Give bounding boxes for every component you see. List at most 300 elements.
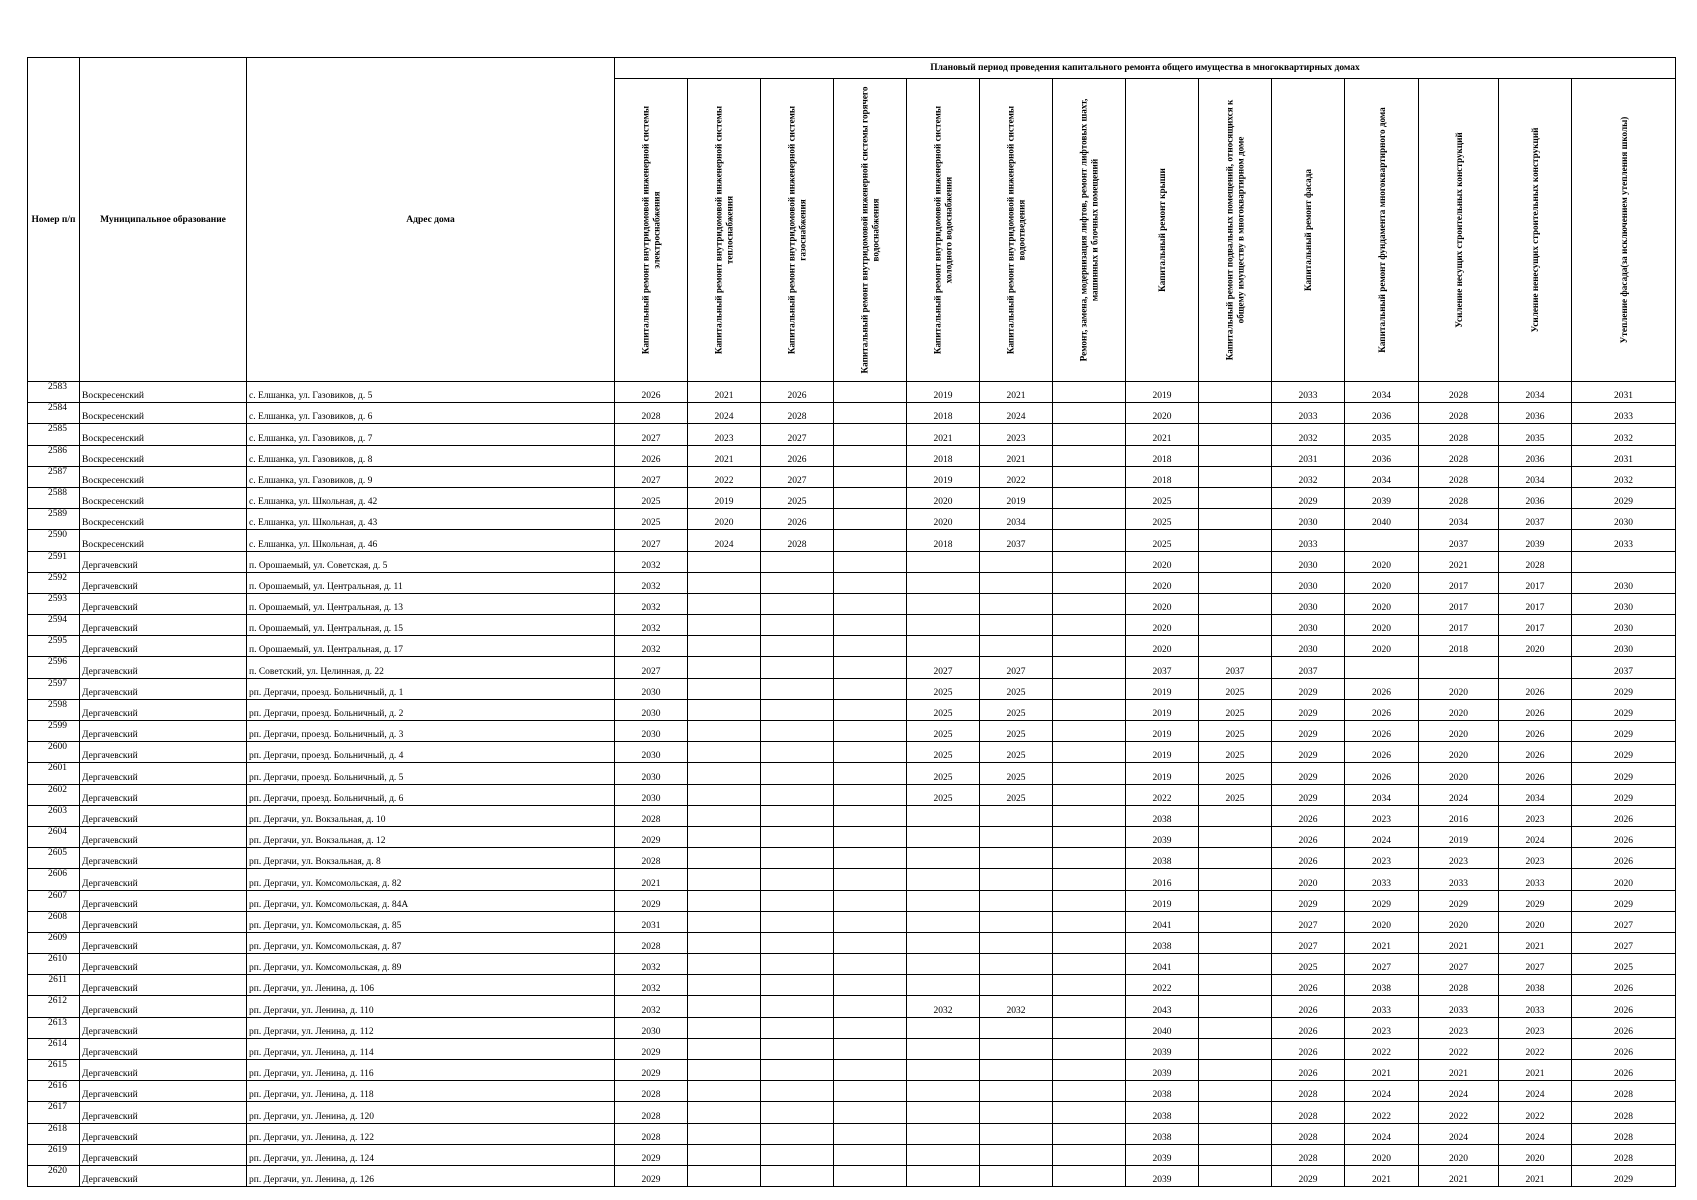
year-cell xyxy=(834,996,907,1017)
year-cell: 2025 xyxy=(1572,954,1676,975)
year-cell: 2020 xyxy=(1419,1144,1499,1165)
year-cell: 2021 xyxy=(980,445,1053,466)
year-cell: 2018 xyxy=(907,445,980,466)
year-cell: 2038 xyxy=(1345,975,1419,996)
row-number-cell: 2597 xyxy=(28,678,80,699)
year-cell xyxy=(688,1081,761,1102)
year-cell: 2020 xyxy=(1126,593,1199,614)
year-cell: 2026 xyxy=(1345,678,1419,699)
year-cell: 2027 xyxy=(1419,954,1499,975)
year-cell: 2020 xyxy=(1126,551,1199,572)
year-cell: 2038 xyxy=(1126,848,1199,869)
year-cell xyxy=(834,1017,907,1038)
year-cell: 2029 xyxy=(1572,1165,1676,1186)
address-cell: рп. Дергачи, ул. Комсомольская, д. 85 xyxy=(247,911,615,932)
year-cell xyxy=(688,678,761,699)
header-work-type-label: Капитальный ремонт фасада xyxy=(1302,169,1313,291)
year-cell: 2029 xyxy=(1272,678,1345,699)
year-cell: 2020 xyxy=(1345,636,1419,657)
row-number-cell: 2601 xyxy=(28,763,80,784)
year-cell: 2029 xyxy=(1572,699,1676,720)
table-row xyxy=(28,763,1676,784)
header-municipality: Муниципальное образование xyxy=(80,58,247,382)
year-cell: 2026 xyxy=(1272,996,1345,1017)
table-row xyxy=(28,382,1676,403)
year-cell: 2028 xyxy=(1419,975,1499,996)
year-cell: 2025 xyxy=(980,742,1053,763)
header-work-type-label: Капитальный ремонт фундамента многоквартирного дома xyxy=(1376,107,1387,353)
year-cell: 2034 xyxy=(1499,466,1572,487)
year-cell: 2039 xyxy=(1126,1060,1199,1081)
address-cell: п. Советский, ул. Целинная, д. 22 xyxy=(247,657,615,678)
year-cell: 2033 xyxy=(1499,869,1572,890)
year-cell: 2017 xyxy=(1419,615,1499,636)
year-cell xyxy=(1053,424,1126,445)
address-cell: п. Орошаемый, ул. Центральная, д. 13 xyxy=(247,593,615,614)
year-cell: 2026 xyxy=(1572,826,1676,847)
year-cell xyxy=(980,826,1053,847)
year-cell: 2025 xyxy=(1199,699,1272,720)
year-cell: 2020 xyxy=(1126,615,1199,636)
municipality-cell: Дергачевский xyxy=(80,954,247,975)
year-cell: 2021 xyxy=(1499,932,1572,953)
year-cell: 2022 xyxy=(1126,784,1199,805)
year-cell: 2029 xyxy=(1272,742,1345,763)
year-cell xyxy=(761,1060,834,1081)
header-work-type-label: Ремонт, замена, модернизация лифтов, ремонт лифтовых шахт, машинных и блочных помещений xyxy=(1078,98,1099,362)
address-cell: рп. Дергачи, ул. Ленина, д. 126 xyxy=(247,1165,615,1186)
year-cell xyxy=(688,742,761,763)
year-cell: 2029 xyxy=(615,1060,688,1081)
year-cell: 2027 xyxy=(1572,932,1676,953)
municipality-cell: Дергачевский xyxy=(80,763,247,784)
year-cell: 2026 xyxy=(1272,1060,1345,1081)
year-cell: 2039 xyxy=(1126,1144,1199,1165)
year-cell: 2020 xyxy=(1126,636,1199,657)
year-cell: 2032 xyxy=(615,636,688,657)
year-cell: 2020 xyxy=(1345,572,1419,593)
year-cell: 2024 xyxy=(1345,826,1419,847)
year-cell: 2019 xyxy=(1126,721,1199,742)
year-cell xyxy=(688,1102,761,1123)
year-cell xyxy=(1572,551,1676,572)
year-cell xyxy=(834,593,907,614)
year-cell xyxy=(1499,657,1572,678)
year-cell: 2026 xyxy=(761,509,834,530)
year-cell: 2020 xyxy=(907,509,980,530)
year-cell xyxy=(834,1102,907,1123)
row-number-cell: 2584 xyxy=(28,403,80,424)
year-cell: 2023 xyxy=(1419,1017,1499,1038)
year-cell: 2021 xyxy=(1419,551,1499,572)
municipality-cell: Воскресенский xyxy=(80,424,247,445)
year-cell: 2026 xyxy=(1345,699,1419,720)
year-cell: 2028 xyxy=(1572,1081,1676,1102)
year-cell: 2032 xyxy=(615,975,688,996)
year-cell xyxy=(907,932,980,953)
year-cell: 2021 xyxy=(688,382,761,403)
address-cell: с. Елшанка, ул. Школьная, д. 43 xyxy=(247,509,615,530)
year-cell xyxy=(1053,975,1126,996)
year-cell: 2037 xyxy=(1499,509,1572,530)
year-cell: 2028 xyxy=(1272,1123,1345,1144)
year-cell: 2026 xyxy=(761,445,834,466)
year-cell: 2032 xyxy=(1272,424,1345,445)
municipality-cell: Воскресенский xyxy=(80,466,247,487)
year-cell xyxy=(1199,1144,1272,1165)
year-cell xyxy=(834,424,907,445)
year-cell xyxy=(761,911,834,932)
year-cell xyxy=(1199,1038,1272,1059)
year-cell: 2030 xyxy=(1572,509,1676,530)
year-cell: 2021 xyxy=(1345,1060,1419,1081)
year-cell: 2025 xyxy=(980,678,1053,699)
year-cell xyxy=(761,1123,834,1144)
table-row xyxy=(28,403,1676,424)
year-cell: 2041 xyxy=(1126,911,1199,932)
municipality-cell: Дергачевский xyxy=(80,1102,247,1123)
year-cell xyxy=(688,699,761,720)
year-cell xyxy=(1053,593,1126,614)
year-cell xyxy=(1199,805,1272,826)
year-cell: 2028 xyxy=(1272,1144,1345,1165)
row-number-cell: 2613 xyxy=(28,1017,80,1038)
year-cell: 2026 xyxy=(1572,975,1676,996)
year-cell: 2028 xyxy=(1572,1123,1676,1144)
year-cell xyxy=(834,615,907,636)
year-cell: 2021 xyxy=(1345,932,1419,953)
year-cell xyxy=(1053,1060,1126,1081)
year-cell xyxy=(1053,699,1126,720)
year-cell xyxy=(761,932,834,953)
table-row xyxy=(28,1144,1676,1165)
municipality-cell: Дергачевский xyxy=(80,572,247,593)
year-cell xyxy=(1199,1060,1272,1081)
year-cell xyxy=(1053,445,1126,466)
municipality-cell: Дергачевский xyxy=(80,911,247,932)
year-cell: 2026 xyxy=(1272,805,1345,826)
year-cell: 2033 xyxy=(1272,403,1345,424)
table-row xyxy=(28,551,1676,572)
table-row xyxy=(28,1060,1676,1081)
year-cell: 2034 xyxy=(1345,382,1419,403)
year-cell: 2039 xyxy=(1126,826,1199,847)
row-number-cell: 2619 xyxy=(28,1144,80,1165)
year-cell xyxy=(1199,848,1272,869)
year-cell: 2027 xyxy=(761,466,834,487)
year-cell: 2025 xyxy=(980,784,1053,805)
year-cell xyxy=(1053,826,1126,847)
year-cell: 2033 xyxy=(1345,996,1419,1017)
year-cell: 2017 xyxy=(1419,572,1499,593)
municipality-cell: Дергачевский xyxy=(80,1038,247,1059)
year-cell: 2031 xyxy=(1272,445,1345,466)
year-cell xyxy=(688,636,761,657)
row-number-cell: 2605 xyxy=(28,848,80,869)
municipality-cell: Дергачевский xyxy=(80,615,247,636)
year-cell: 2038 xyxy=(1126,932,1199,953)
year-cell: 2027 xyxy=(907,657,980,678)
year-cell xyxy=(1199,1081,1272,1102)
year-cell xyxy=(761,1102,834,1123)
year-cell: 2022 xyxy=(1499,1102,1572,1123)
row-number-cell: 2617 xyxy=(28,1102,80,1123)
table-row xyxy=(28,826,1676,847)
row-number-cell: 2586 xyxy=(28,445,80,466)
year-cell: 2018 xyxy=(1126,445,1199,466)
header-work-type xyxy=(1272,79,1345,382)
year-cell: 2037 xyxy=(1126,657,1199,678)
row-number-cell: 2611 xyxy=(28,975,80,996)
year-cell xyxy=(980,848,1053,869)
row-number-cell: 2606 xyxy=(28,869,80,890)
year-cell: 2038 xyxy=(1499,975,1572,996)
year-cell: 2029 xyxy=(1272,890,1345,911)
year-cell: 2020 xyxy=(1345,615,1419,636)
municipality-cell: Дергачевский xyxy=(80,657,247,678)
header-work-type xyxy=(834,79,907,382)
year-cell xyxy=(980,975,1053,996)
header-work-type-label: Капитальный ремонт внутридомовой инженерной системы холодного водоснабжения xyxy=(932,105,953,355)
year-cell xyxy=(980,1165,1053,1186)
header-work-type xyxy=(615,79,688,382)
repair-schedule-table xyxy=(27,57,1676,1187)
year-cell: 2029 xyxy=(1272,721,1345,742)
table-row xyxy=(28,1017,1676,1038)
year-cell: 2021 xyxy=(1419,1060,1499,1081)
year-cell: 2032 xyxy=(615,996,688,1017)
year-cell: 2023 xyxy=(1499,848,1572,869)
year-cell xyxy=(688,1017,761,1038)
year-cell xyxy=(907,572,980,593)
year-cell xyxy=(1199,826,1272,847)
year-cell: 2024 xyxy=(980,403,1053,424)
year-cell: 2022 xyxy=(1126,975,1199,996)
row-number-cell: 2616 xyxy=(28,1081,80,1102)
year-cell xyxy=(688,890,761,911)
year-cell: 2026 xyxy=(1499,678,1572,699)
year-cell: 2028 xyxy=(761,403,834,424)
year-cell xyxy=(834,911,907,932)
year-cell: 2026 xyxy=(1272,1017,1345,1038)
year-cell: 2029 xyxy=(1345,890,1419,911)
table-row xyxy=(28,636,1676,657)
year-cell: 2029 xyxy=(1572,784,1676,805)
address-cell: п. Орошаемый, ул. Центральная, д. 11 xyxy=(247,572,615,593)
address-cell: с. Елшанка, ул. Школьная, д. 46 xyxy=(247,530,615,551)
year-cell: 2030 xyxy=(615,1017,688,1038)
year-cell: 2029 xyxy=(615,1038,688,1059)
year-cell xyxy=(761,890,834,911)
year-cell: 2034 xyxy=(1419,509,1499,530)
year-cell xyxy=(834,678,907,699)
year-cell: 2029 xyxy=(1572,487,1676,508)
year-cell xyxy=(688,826,761,847)
year-cell: 2034 xyxy=(1499,784,1572,805)
year-cell: 2026 xyxy=(1499,699,1572,720)
municipality-cell: Дергачевский xyxy=(80,826,247,847)
year-cell: 2027 xyxy=(615,530,688,551)
year-cell xyxy=(761,657,834,678)
year-cell xyxy=(834,530,907,551)
year-cell xyxy=(980,1081,1053,1102)
table-row xyxy=(28,530,1676,551)
municipality-cell: Дергачевский xyxy=(80,678,247,699)
municipality-cell: Воскресенский xyxy=(80,509,247,530)
year-cell xyxy=(688,763,761,784)
municipality-cell: Дергачевский xyxy=(80,721,247,742)
year-cell: 2023 xyxy=(1499,805,1572,826)
year-cell xyxy=(1199,424,1272,445)
table-row xyxy=(28,424,1676,445)
header-work-type xyxy=(1199,79,1272,382)
address-cell: рп. Дергачи, ул. Комсомольская, д. 89 xyxy=(247,954,615,975)
header-work-type-label: Капитальный ремонт крыши xyxy=(1156,168,1167,292)
table-row xyxy=(28,1081,1676,1102)
row-number-cell: 2598 xyxy=(28,699,80,720)
year-cell xyxy=(761,572,834,593)
table-row xyxy=(28,699,1676,720)
row-number-cell: 2618 xyxy=(28,1123,80,1144)
address-cell: с. Елшанка, ул. Газовиков, д. 7 xyxy=(247,424,615,445)
year-cell: 2024 xyxy=(1345,1123,1419,1144)
year-cell: 2032 xyxy=(615,954,688,975)
year-cell xyxy=(1199,615,1272,636)
year-cell xyxy=(834,1144,907,1165)
year-cell: 2043 xyxy=(1126,996,1199,1017)
header-work-type xyxy=(907,79,980,382)
year-cell: 2019 xyxy=(1126,742,1199,763)
year-cell: 2020 xyxy=(1419,911,1499,932)
year-cell: 2023 xyxy=(1419,848,1499,869)
year-cell xyxy=(834,742,907,763)
year-cell xyxy=(1199,954,1272,975)
header-work-type-label: Утепление фасада(за исключением утепления школы) xyxy=(1618,116,1629,344)
year-cell xyxy=(688,1123,761,1144)
header-work-type xyxy=(1126,79,1199,382)
year-cell: 2026 xyxy=(1572,1060,1676,1081)
year-cell: 2023 xyxy=(1345,848,1419,869)
year-cell: 2029 xyxy=(1572,678,1676,699)
year-cell: 2029 xyxy=(1572,890,1676,911)
year-cell: 2024 xyxy=(1499,826,1572,847)
year-cell: 2021 xyxy=(1499,1165,1572,1186)
year-cell: 2019 xyxy=(1126,890,1199,911)
year-cell xyxy=(761,1165,834,1186)
table-body xyxy=(28,382,1676,1187)
year-cell: 2016 xyxy=(1419,805,1499,826)
year-cell: 2031 xyxy=(1572,382,1676,403)
year-cell: 2027 xyxy=(1499,954,1572,975)
year-cell xyxy=(1053,551,1126,572)
year-cell: 2029 xyxy=(1572,763,1676,784)
capital-repair-schedule-sheet xyxy=(27,57,1676,1187)
year-cell: 2026 xyxy=(761,382,834,403)
year-cell xyxy=(1053,1123,1126,1144)
year-cell: 2020 xyxy=(1345,593,1419,614)
year-cell: 2017 xyxy=(1499,615,1572,636)
year-cell: 2036 xyxy=(1499,445,1572,466)
year-cell xyxy=(688,805,761,826)
header-work-type-label: Капитальный ремонт внутридомовой инженерной системы электроснабжения xyxy=(640,105,661,355)
table-row xyxy=(28,572,1676,593)
year-cell: 2016 xyxy=(1126,869,1199,890)
year-cell xyxy=(1199,890,1272,911)
year-cell: 2030 xyxy=(615,763,688,784)
year-cell: 2034 xyxy=(1345,784,1419,805)
year-cell: 2031 xyxy=(615,911,688,932)
year-cell: 2029 xyxy=(615,1144,688,1165)
year-cell: 2028 xyxy=(615,1102,688,1123)
address-cell: рп. Дергачи, проезд. Больничный, д. 5 xyxy=(247,763,615,784)
year-cell: 2019 xyxy=(1126,678,1199,699)
year-cell: 2040 xyxy=(1345,509,1419,530)
year-cell xyxy=(980,551,1053,572)
year-cell: 2025 xyxy=(1272,954,1345,975)
year-cell: 2021 xyxy=(1345,1165,1419,1186)
year-cell xyxy=(1199,445,1272,466)
year-cell: 2020 xyxy=(1345,551,1419,572)
year-cell: 2024 xyxy=(688,403,761,424)
header-work-type-label: Капитальный ремонт внутридомовой инженерной системы газоснабжения xyxy=(786,105,807,355)
row-number-cell: 2589 xyxy=(28,509,80,530)
address-cell: рп. Дергачи, ул. Ленина, д. 114 xyxy=(247,1038,615,1059)
table-row xyxy=(28,954,1676,975)
year-cell: 2025 xyxy=(980,763,1053,784)
municipality-cell: Воскресенский xyxy=(80,403,247,424)
header-work-type xyxy=(761,79,834,382)
year-cell xyxy=(907,890,980,911)
address-cell: рп. Дергачи, ул. Комсомольская, д. 82 xyxy=(247,869,615,890)
year-cell: 2024 xyxy=(1345,1081,1419,1102)
year-cell: 2020 xyxy=(1419,763,1499,784)
year-cell: 2025 xyxy=(907,742,980,763)
year-cell xyxy=(907,1165,980,1186)
year-cell: 2032 xyxy=(1272,466,1345,487)
year-cell: 2024 xyxy=(688,530,761,551)
year-cell xyxy=(1199,932,1272,953)
municipality-cell: Дергачевский xyxy=(80,699,247,720)
header-work-type-label: Капитальный ремонт внутридомовой инженерной системы водоотведения xyxy=(1005,105,1026,355)
year-cell xyxy=(761,1081,834,1102)
year-cell xyxy=(980,615,1053,636)
row-number-cell: 2590 xyxy=(28,530,80,551)
year-cell xyxy=(834,784,907,805)
year-cell: 2024 xyxy=(1499,1123,1572,1144)
table-row xyxy=(28,509,1676,530)
year-cell: 2021 xyxy=(907,424,980,445)
table-row xyxy=(28,742,1676,763)
row-number-cell: 2620 xyxy=(28,1165,80,1186)
table-row xyxy=(28,869,1676,890)
municipality-cell: Дергачевский xyxy=(80,1081,247,1102)
year-cell: 2019 xyxy=(1126,763,1199,784)
municipality-cell: Воскресенский xyxy=(80,487,247,508)
year-cell xyxy=(1199,975,1272,996)
year-cell: 2018 xyxy=(1419,636,1499,657)
year-cell: 2021 xyxy=(980,382,1053,403)
year-cell xyxy=(761,954,834,975)
year-cell xyxy=(688,657,761,678)
year-cell: 2020 xyxy=(1499,636,1572,657)
year-cell: 2028 xyxy=(761,530,834,551)
row-number-cell: 2583 xyxy=(28,382,80,403)
year-cell xyxy=(761,593,834,614)
year-cell xyxy=(1053,403,1126,424)
year-cell: 2030 xyxy=(615,678,688,699)
year-cell: 2025 xyxy=(907,678,980,699)
year-cell xyxy=(688,593,761,614)
